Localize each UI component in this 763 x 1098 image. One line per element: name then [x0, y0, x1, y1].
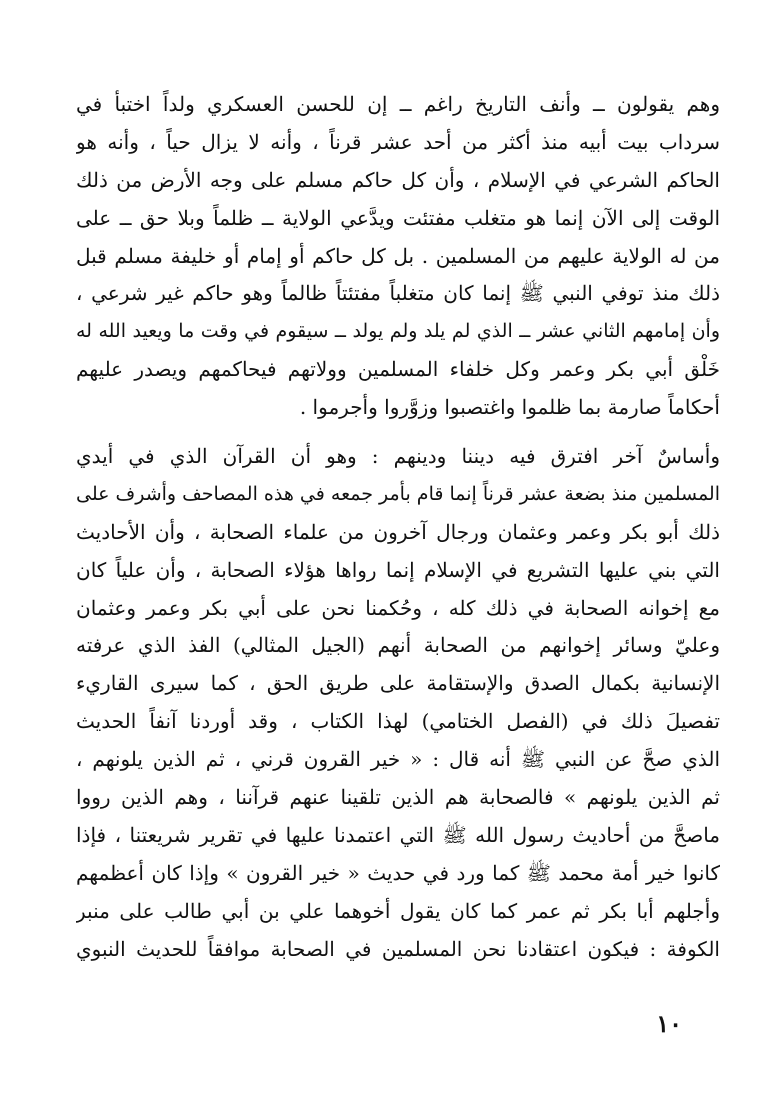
- text-line: سرداب بيت أبيه منذ أكثر من أحد عشر قرناً ، وأنه لا يزال حياً ، وأنه هو: [76, 129, 720, 154]
- text-line: خَلْق أبي بكر وعمر وكل خلفاء المسلمين وولاتهم فيحاكمهم ويصدر عليهم: [76, 357, 720, 382]
- text-line: الإنسانية بكمال الصدق والإستقامة على طريق الحق ، كما سيرى القاريء: [76, 671, 720, 696]
- text-line: الوقت إلى الآن إنما هو متغلب مفتئت ويدَّعي الولاية ــ ظلماً وبلا حق ــ على: [76, 205, 720, 230]
- text-line: تفصيلَ ذلك في (الفصل الختامي) لهذا الكتاب ، وقد أوردنا آنفاً الحديث: [76, 709, 720, 734]
- text-line: وأن إمامهم الثاني عشر ــ الذي لم يلد ولم يولد ــ سيقوم في وقت ما ويعيد الله له: [76, 320, 720, 343]
- text-line: ثم الذين يلونهم » فالصحابة هم الذين تلقينا عنهم قرآننا ، وهم الذين رووا: [76, 785, 720, 810]
- text-line: كانوا خير أمة محمد ﷺ كما ورد في حديث « خير القرون » وإذا كان أعظمهم: [76, 860, 720, 885]
- text-line: وهم يقولون ــ وأنف التاريخ راغم ــ إن للحسن العسكري ولداً اختبأ في: [76, 92, 720, 116]
- text-line: مع إخوانه الصحابة في ذلك كله ، وحُكمنا نحن على أبي بكر وعمر وعثمان: [76, 595, 720, 620]
- text-line: وأساسٌ آخر افترق فيه ديننا ودينهم : وهو أن القرآن الذي في أيدي: [76, 444, 720, 468]
- paragraph-1: [76, 86, 720, 427]
- text-line: الكوفة : فيكون اعتقادنا نحن المسلمين في الصحابة موافقاً للحديث النبوي: [76, 936, 720, 961]
- page-number: ١٠: [656, 1009, 682, 1038]
- text-line: وأجلهم أبا بكر ثم عمر كما كان يقول أخوهما علي بن أبي طالب على منبر: [76, 898, 720, 923]
- text-line: ذلك منذ توفي النبي ﷺ إنما كان متغلباً مفتئتاً ظالماً وهو حاكم غير شرعي ،: [76, 281, 720, 306]
- text-line: المسلمين منذ بضعة عشر قرناً إنما قام بأمر جمعه في هذه المصاحف وأشرف على: [76, 482, 720, 505]
- text-line: ذلك أبو بكر وعمر وعثمان ورجال آخرون من علماء الصحابة ، وأن الأحاديث: [76, 519, 720, 544]
- text-line: التي بني عليها التشريع في الإسلام إنما رواها هؤلاء الصحابة ، وأن علياً كان: [76, 557, 720, 582]
- text-line: من له الولاية عليهم من المسلمين . بل كل حاكم أو إمام أو خليفة مسلم قبل: [76, 243, 720, 268]
- text-line: الذي صحَّ عن النبي ﷺ أنه قال : « خير القرون قرني ، ثم الذين يلونهم ،: [76, 747, 720, 772]
- text-line: الحاكم الشرعي في الإسلام ، وأن كل حاكم مسلم على وجه الأرض من ذلك: [76, 167, 720, 192]
- text-line: وعليّ وسائر إخوانهم من الصحابة أنهم (الجيل المثالي) الفذ الذي عرفته: [76, 633, 720, 658]
- paragraph-2: [76, 438, 720, 968]
- text-line: أحكاماً صارمة بما ظلموا واغتصبوا وزوَّروا وأجرموا .: [299, 395, 720, 420]
- text-line: ماصحَّ من أحاديث رسول الله ﷺ التي اعتمدنا عليها في تقرير شريعتنا ، فإذا: [76, 822, 720, 847]
